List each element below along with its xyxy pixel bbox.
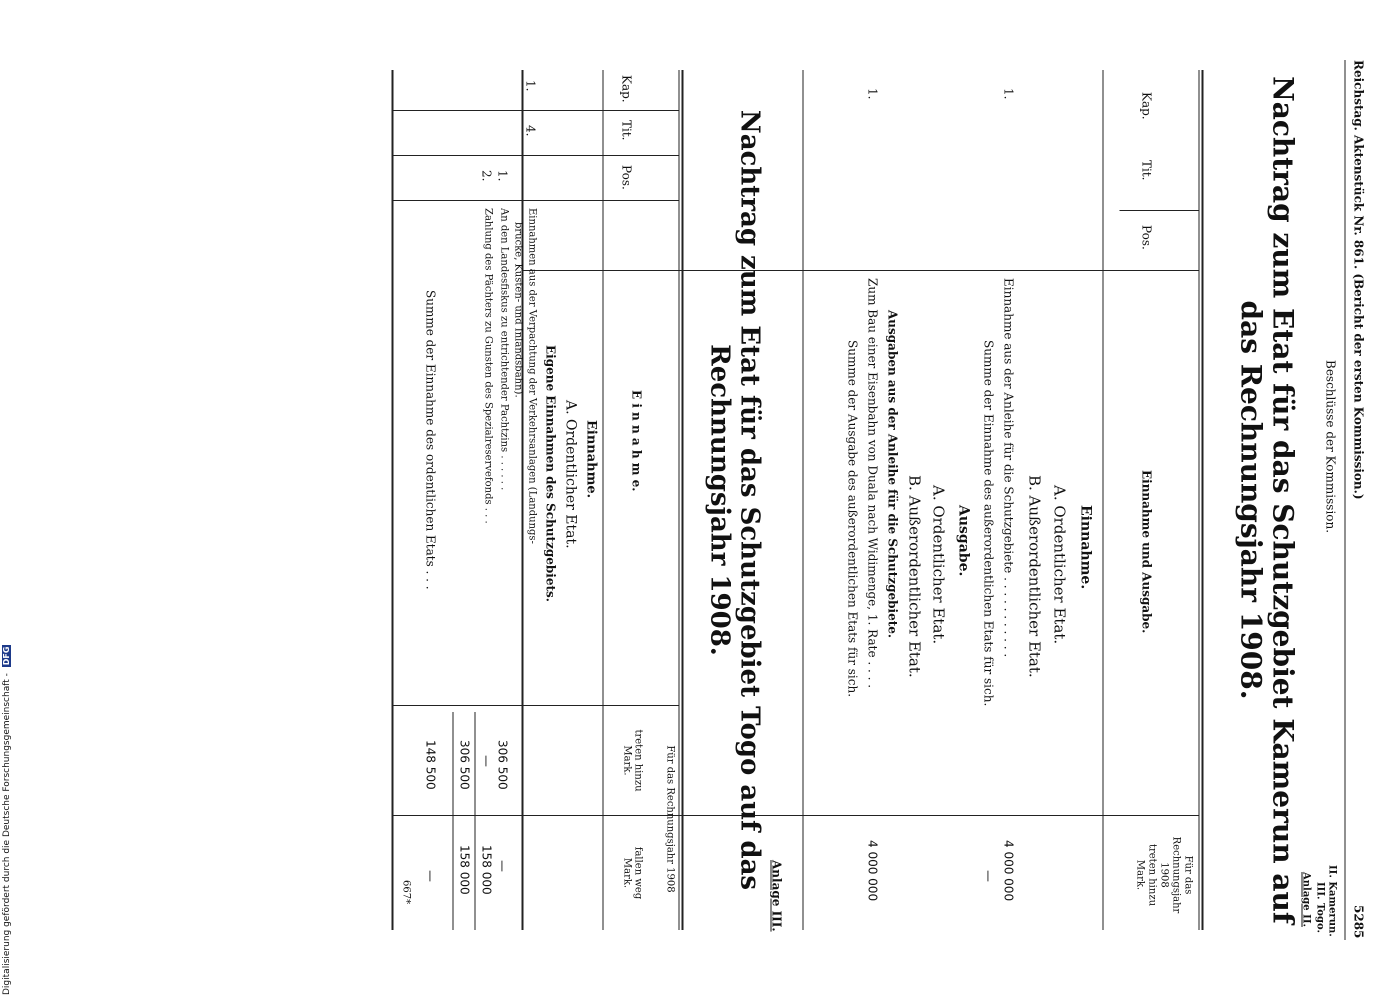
t1-einnahme-heading: Einnahme. xyxy=(1077,505,1093,590)
t1-col-tit: Tit. xyxy=(1139,160,1153,181)
header-rule xyxy=(1344,60,1345,940)
t2-pos1: 1. xyxy=(495,170,509,182)
digitization-credit: Digitalisierung gefördert durch die Deutsche Forschungsgemeinschaft - DFG xyxy=(2,646,12,995)
t2-col-off: fallen weg Mark. xyxy=(621,846,643,900)
t2-sum-text: Summe der Einnahme des ordentlichen Etats . . . xyxy=(423,290,437,590)
togo-title: Nachtrag zum Etat für das Schutzgebiet Togo auf das Rechnungsjahr 1908. xyxy=(704,109,764,891)
table2-col-sep-2 xyxy=(393,155,679,156)
t2-a-heading: A. Ordentlicher Etat. xyxy=(562,400,578,549)
t2-subtotal-off: 158 000 xyxy=(457,845,471,895)
t2-subtotal-rule xyxy=(474,712,475,930)
t1-row1-amount: 4 000 000 xyxy=(1001,840,1015,902)
header-right-line2: III. Togo. xyxy=(1314,882,1325,933)
t2-sum-add: 148 500 xyxy=(423,740,437,790)
t1-a-heading: A. Ordentlicher Etat. xyxy=(1050,485,1068,645)
t1-col-amount-header: Für das Rechnungsjahr 1908 treten hinzu Mark. xyxy=(1134,836,1193,914)
t2-col-kap: Kap. xyxy=(619,75,633,103)
table2-header-rule xyxy=(602,70,603,930)
t2-einnahme-heading: Einnahme. xyxy=(583,420,598,499)
kamerun-title: Nachtrag zum Etat für das Schutzgebiet Kamerun auf das Rechnungsjahr 1908. xyxy=(1233,76,1299,924)
t2-eigene-heading: Eigene Einnahmen des Schutzgebiets. xyxy=(543,345,557,602)
t2-col-pos: Pos. xyxy=(619,165,633,190)
t1-row1-text: Einnahme aus der Anleihe für die Schutzgebiete . . . . . . . . . . . xyxy=(1001,278,1015,658)
header-right-line1: II. Kamerun. xyxy=(1326,865,1337,937)
t1-col-main: Einnahme und Ausgabe. xyxy=(1139,470,1153,634)
table1-top-rule-2 xyxy=(1198,70,1199,930)
t1-ausgabe-heading: Ausgabe. xyxy=(955,505,971,577)
t1-col-pos: Pos. xyxy=(1139,225,1153,250)
t2-text-l2: brücke, Küsten- und Inlandsbahn). xyxy=(512,222,523,398)
t1-ausgaben-heading: Ausgaben aus der Anleihe für die Schutzgebiete. xyxy=(885,310,899,639)
t2-pos2-add: — xyxy=(479,755,493,767)
t2-subtotal-add: 306 500 xyxy=(457,740,471,790)
running-header: Reichstag. Aktenstück Nr. 861. (Bericht der ersten Kommission.) xyxy=(1351,60,1365,500)
t2-pos2: 2. xyxy=(479,170,493,182)
table2-col-sep-5 xyxy=(393,815,653,816)
t2-text-l1: Einnahmen aus der Verpachtung der Verkehrsanlagen (Landungs- xyxy=(526,208,537,544)
table2-top-rule-2 xyxy=(678,70,679,930)
page-footer-number: 667* xyxy=(400,880,411,905)
t1-row1-kap: 1. xyxy=(1001,88,1015,100)
t1-b2-heading: B. Außerordentlicher Etat. xyxy=(905,475,923,678)
t2-sum-off: — xyxy=(423,870,437,882)
table2-top-rule xyxy=(681,70,683,930)
t2-pos1-off: — xyxy=(495,860,509,872)
t2-sum-rule xyxy=(452,712,453,930)
table1-top-rule xyxy=(1201,70,1203,930)
t2-col-amount-header: Für das Rechnungsjahr 1908 xyxy=(664,745,675,893)
t1-a2-heading: A. Ordentlicher Etat. xyxy=(929,485,947,645)
t1-row2-amount: 4 000 000 xyxy=(865,840,879,902)
table2-col-sep-1 xyxy=(393,110,679,111)
t1-row1-sum-dash: — xyxy=(981,870,995,882)
page-subtitle: Beschlüsse der Kommission. xyxy=(1323,360,1337,534)
anlage-ii-label: Anlage II. xyxy=(1300,872,1311,927)
t2-col-add: treten hinzu Mark. xyxy=(621,729,643,792)
t2-kap: 1. xyxy=(523,80,537,92)
anlage-iii-label: Anlage III. xyxy=(769,860,783,932)
dfg-logo: DFG xyxy=(2,646,11,666)
t2-text-pos1: An den Landesfiskus zu entrichtender Pachtzins . . . . . . xyxy=(498,208,509,491)
table1-col-sep-2 xyxy=(523,270,1199,271)
t2-text-pos2: Zahlung des Pächters zu Gunsten des Spezialreservefonds . . . xyxy=(482,208,493,524)
t2-col-tit: Tit. xyxy=(619,120,633,141)
table2-col-sep-3 xyxy=(393,200,679,201)
t2-pos1-add: 306 500 xyxy=(495,740,509,790)
table1-header-rule xyxy=(1102,70,1103,930)
t1-b-heading: B. Außerordentlicher Etat. xyxy=(1025,475,1043,678)
table2-bottom-rule xyxy=(391,70,393,930)
t1-row2-sum: Summe der Ausgabe des außerordentlichen Etats für sich. xyxy=(845,340,859,698)
table2-col-sep-4 xyxy=(393,705,679,706)
t1-row2-kap: 1. xyxy=(865,88,879,100)
t1-row1-sum: Summe der Einnahme des außerordentlichen Etats für sich. xyxy=(981,340,995,707)
t2-tit: 4. xyxy=(523,125,537,137)
table1-col-sep-1 xyxy=(1119,210,1199,211)
t1-col-kap: Kap. xyxy=(1139,92,1153,120)
page-number: 5285 xyxy=(1351,905,1365,939)
t2-pos2-off: 158 000 xyxy=(479,845,493,895)
table1-row2-rule xyxy=(802,70,803,930)
t1-row2-text: Zum Bau einer Eisenbahn von Duala nach Widimenge, 1. Rate . . . . xyxy=(865,278,879,689)
t2-col-main: E i n n a h m e. xyxy=(629,390,643,492)
table1-bottom-rule xyxy=(521,70,523,930)
